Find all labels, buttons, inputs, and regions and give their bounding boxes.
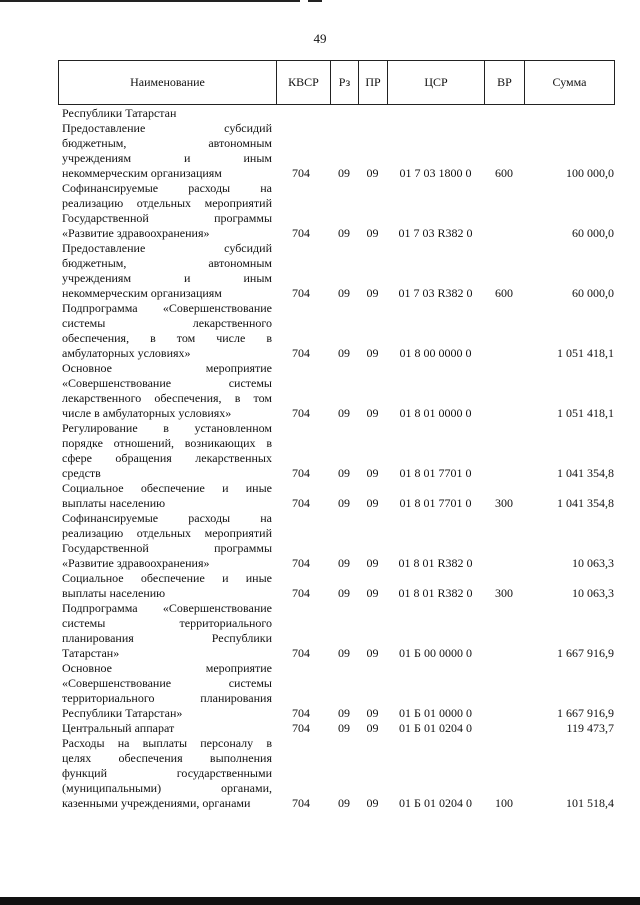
- row-name-line: Предоставление субсидий: [62, 241, 272, 255]
- row-rz: 09: [338, 556, 350, 570]
- row-name-line: числе в амбулаторных условиях»: [62, 406, 232, 420]
- table-row: [58, 421, 614, 481]
- table-row: [58, 121, 614, 181]
- row-name-line: «Совершенствование системы: [62, 676, 272, 690]
- row-name: [58, 361, 272, 421]
- budget-rows: [58, 106, 614, 811]
- row-name-line: системы лекарственного: [62, 316, 272, 330]
- row-name-line: учреждениям и иным: [62, 151, 272, 165]
- row-name-line: казенными учреждениями, органами: [62, 796, 251, 810]
- row-pr: 09: [366, 406, 379, 420]
- header-csr: ЦСР: [388, 61, 485, 105]
- row-vr: 600: [495, 166, 513, 180]
- row-kvsr: 704: [292, 286, 310, 300]
- row-kvsr: 704: [292, 406, 310, 420]
- row-name-line: сфере обращения лекарственных: [62, 451, 272, 465]
- row-kvsr: 704: [292, 496, 310, 510]
- table-row: [58, 301, 614, 361]
- row-name-line: выплаты населению: [62, 586, 166, 600]
- header-kvsr: КВСР: [277, 61, 331, 105]
- row-rz: 09: [338, 796, 350, 810]
- top-border-dash: [308, 0, 322, 2]
- row-pr: 09: [366, 721, 379, 735]
- row-name-line: Регулирование в установленном: [62, 421, 272, 435]
- row-name-line: Подпрограмма «Совершенствование: [62, 601, 272, 615]
- row-name-line: порядке отношений, возникающих в: [62, 436, 272, 450]
- row-name-line: некоммерческим организациям: [62, 166, 222, 180]
- row-csr: 01 8 01 7701 0: [399, 466, 472, 480]
- row-pr: 09: [366, 286, 379, 300]
- row-name: [58, 181, 272, 241]
- row-rz: 09: [338, 586, 350, 600]
- row-name-line: некоммерческим организациям: [62, 286, 222, 300]
- row-name: [58, 301, 272, 361]
- row-rz: 09: [338, 721, 350, 735]
- row-name-line: средств: [62, 466, 101, 480]
- row-name-line: планирования Республики: [62, 631, 272, 645]
- row-name: [58, 511, 272, 571]
- row-sum: 100 000,0: [566, 166, 614, 180]
- row-name-line: Софинансируемые расходы на: [62, 181, 272, 195]
- header-pr: ПР: [359, 61, 388, 105]
- row-name-line: амбулаторных условиях»: [62, 346, 191, 360]
- row-name-line: Социальное обеспечение и иные: [62, 571, 272, 585]
- row-name-line: территориального планирования: [62, 691, 272, 705]
- table-row: [58, 181, 614, 241]
- table-row: [58, 661, 614, 721]
- row-name-line: лекарственного обеспечения, в том: [62, 391, 272, 405]
- row-rz: 09: [338, 496, 350, 510]
- row-name-line: бюджетным, автономным: [62, 256, 272, 270]
- row-name-line: реализацию отдельных мероприятий: [62, 526, 272, 540]
- top-border-line: [0, 0, 300, 2]
- row-kvsr: 704: [292, 556, 310, 570]
- row-vr: 100: [495, 796, 513, 810]
- row-pr: 09: [366, 226, 379, 240]
- row-name-line: бюджетным, автономным: [62, 136, 272, 150]
- row-vr: 600: [495, 286, 513, 300]
- table-row: [58, 481, 614, 511]
- table-row: [58, 361, 614, 421]
- row-csr: 01 Б 01 0204 0: [399, 796, 472, 810]
- row-rz: 09: [338, 406, 350, 420]
- table-header: [58, 60, 615, 105]
- row-name-line: Государственной программы: [62, 211, 272, 225]
- row-vr: 300: [495, 496, 513, 510]
- row-pr: 09: [366, 556, 379, 570]
- row-name-line: Центральный аппарат: [62, 721, 175, 735]
- row-name-line: «Развитие здравоохранения»: [62, 556, 210, 570]
- row-sum: 1 667 916,9: [557, 706, 614, 720]
- row-name: [58, 481, 272, 511]
- header-vr: ВР: [485, 61, 525, 105]
- row-sum: 10 063,3: [572, 556, 614, 570]
- row-pr: 09: [366, 496, 379, 510]
- row-name: [58, 421, 272, 481]
- row-pr: 09: [366, 166, 379, 180]
- row-name-line: «Совершенствование системы: [62, 376, 272, 390]
- row-name-line: Подпрограмма «Совершенствование: [62, 301, 272, 315]
- row-rz: 09: [338, 166, 350, 180]
- row-rz: 09: [338, 286, 350, 300]
- header-rz: Рз: [331, 61, 359, 105]
- row-name: [58, 571, 272, 601]
- page-number: 49: [313, 31, 327, 46]
- bottom-border-bar: [0, 897, 640, 905]
- table-row: [58, 721, 614, 736]
- row-rz: 09: [338, 466, 350, 480]
- row-sum: 1 041 354,8: [557, 466, 614, 480]
- row-name-line: реализацию отдельных мероприятий: [62, 196, 272, 210]
- row-kvsr: 704: [292, 346, 310, 360]
- row-pr: 09: [366, 646, 379, 660]
- table-row: [58, 106, 614, 121]
- row-sum: 60 000,0: [572, 286, 614, 300]
- row-kvsr: 704: [292, 706, 310, 720]
- table-row: [58, 241, 614, 301]
- row-csr: 01 Б 01 0000 0: [399, 706, 472, 720]
- row-csr: 01 8 01 7701 0: [399, 496, 472, 510]
- row-name: [58, 106, 272, 121]
- header-name: Наименование: [59, 61, 277, 105]
- row-rz: 09: [338, 646, 350, 660]
- row-pr: 09: [366, 796, 379, 810]
- row-rz: 09: [338, 706, 350, 720]
- row-kvsr: 704: [292, 796, 310, 810]
- row-name-line: Республики Татарстан: [62, 106, 177, 120]
- table-row: [58, 571, 614, 601]
- row-pr: 09: [366, 586, 379, 600]
- row-name-line: функций государственными: [62, 766, 272, 780]
- row-sum: 1 667 916,9: [557, 646, 614, 660]
- row-kvsr: 704: [292, 166, 310, 180]
- row-name-line: Государственной программы: [62, 541, 272, 555]
- row-csr: 01 8 00 0000 0: [399, 346, 472, 360]
- row-pr: 09: [366, 706, 379, 720]
- table-row: [58, 601, 614, 661]
- row-name-line: учреждениям и иным: [62, 271, 272, 285]
- row-kvsr: 704: [292, 586, 310, 600]
- row-name-line: Софинансируемые расходы на: [62, 511, 272, 525]
- row-kvsr: 704: [292, 226, 310, 240]
- row-csr: 01 Б 00 0000 0: [399, 646, 472, 660]
- row-csr: 01 7 03 R382 0: [398, 286, 473, 300]
- row-sum: 101 518,4: [566, 796, 614, 810]
- row-name-line: Социальное обеспечение и иные: [62, 481, 272, 495]
- row-name-line: «Развитие здравоохранения»: [62, 226, 210, 240]
- row-sum: 1 051 418,1: [557, 406, 614, 420]
- row-csr: 01 8 01 0000 0: [399, 406, 472, 420]
- row-name: [58, 661, 272, 721]
- row-csr: 01 7 03 R382 0: [398, 226, 473, 240]
- row-name-line: целях обеспечения выполнения: [62, 751, 272, 765]
- row-sum: 1 051 418,1: [557, 346, 614, 360]
- row-name-line: выплаты населению: [62, 496, 166, 510]
- row-kvsr: 704: [292, 721, 310, 735]
- table-row: [58, 736, 614, 811]
- row-sum: 10 063,3: [572, 586, 614, 600]
- row-name-line: Татарстан»: [62, 646, 120, 660]
- row-name: [58, 601, 272, 661]
- row-pr: 09: [366, 466, 379, 480]
- header-sum: Сумма: [525, 61, 615, 105]
- row-name-line: Республики Татарстан»: [62, 706, 183, 720]
- row-name: [58, 241, 272, 301]
- row-sum: 60 000,0: [572, 226, 614, 240]
- row-pr: 09: [366, 346, 379, 360]
- row-name: [58, 121, 272, 181]
- row-name-line: (муниципальными) органами,: [62, 781, 272, 795]
- row-name-line: Предоставление субсидий: [62, 121, 272, 135]
- row-rz: 09: [338, 226, 350, 240]
- row-name: [58, 736, 272, 811]
- table-row: [58, 511, 614, 571]
- row-csr: 01 8 01 R382 0: [398, 586, 473, 600]
- row-rz: 09: [338, 346, 350, 360]
- row-name: [58, 721, 272, 736]
- row-kvsr: 704: [292, 646, 310, 660]
- row-name-line: Основное мероприятие: [62, 661, 272, 675]
- row-vr: 300: [495, 586, 513, 600]
- row-sum: 1 041 354,8: [557, 496, 614, 510]
- row-sum: 119 473,7: [566, 721, 614, 735]
- row-csr: 01 8 01 R382 0: [398, 556, 473, 570]
- row-csr: 01 7 03 1800 0: [399, 166, 472, 180]
- row-name-line: Основное мероприятие: [62, 361, 272, 375]
- row-name-line: системы территориального: [62, 616, 272, 630]
- row-name-line: Расходы на выплаты персоналу в: [62, 736, 272, 750]
- row-name-line: обеспечения, в том числе в: [62, 331, 272, 345]
- row-kvsr: 704: [292, 466, 310, 480]
- row-csr: 01 Б 01 0204 0: [399, 721, 472, 735]
